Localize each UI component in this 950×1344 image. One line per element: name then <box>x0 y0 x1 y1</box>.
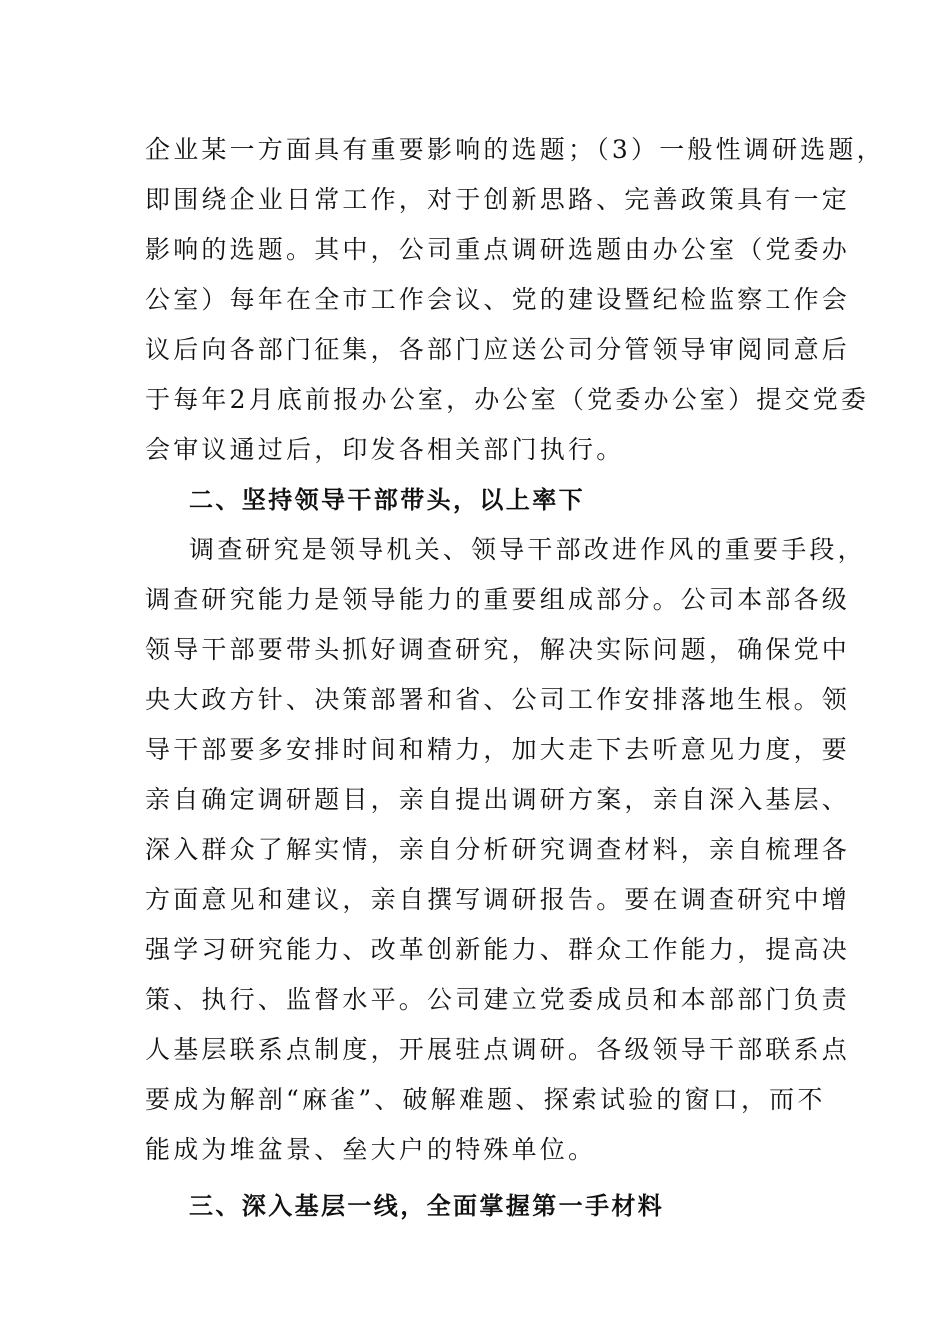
text-line: 策、执行、监督水平。公司建立党委成员和本部部门负责 <box>145 985 851 1014</box>
text-line: 领导干部要带头抓好调查研究，解决实际问题，确保党中 <box>145 635 851 664</box>
document-body <box>145 125 885 1231</box>
text-line: 人基层联系点制度，开展驻点调研。各级领导干部联系点 <box>145 1035 851 1064</box>
text-line: 议后向各部门征集，各部门应送公司分管领导审阅同意后 <box>145 335 851 364</box>
text-line: 即围绕企业日常工作，对于创新思路、完善政策具有一定 <box>145 185 851 214</box>
text-line: 方面意见和建议，亲自撰写调研报告。要在调查研究中增 <box>145 885 851 914</box>
text-line: 央大政方针、决策部署和省、公司工作安排落地生根。领 <box>145 685 851 714</box>
text-line: 于每年2月底前报办公室，办公室（党委办公室）提交党委 <box>145 385 870 414</box>
text-line: 强学习研究能力、改革创新能力、群众工作能力，提高决 <box>145 935 851 964</box>
text-line: 要成为解剖“麻雀”、破解难题、探索试验的窗口，而不 <box>145 1085 826 1114</box>
text-line: 会审议通过后，印发各相关部门执行。 <box>145 435 625 464</box>
paragraph-selection-topics <box>145 125 885 475</box>
text-line: 调查研究能力是领导能力的重要组成部分。公司本部各级 <box>145 585 851 614</box>
text-line: 深入群众了解实情，亲自分析研究调查材料，亲自梳理各 <box>145 835 851 864</box>
text-line: 导干部要多安排时间和精力，加大走下去听意见力度，要 <box>145 735 851 764</box>
text-line: 调查研究是领导机关、领导干部改进作风的重要手段， <box>189 535 866 564</box>
paragraph-leadership <box>145 525 866 1175</box>
text-line: 亲自确定调研题目，亲自提出调研方案，亲自深入基层、 <box>145 785 851 814</box>
text-line: 公室）每年在全市工作会议、党的建设暨纪检监察工作会 <box>145 285 851 314</box>
text-line: 影响的选题。其中，公司重点调研选题由办公室（党委办 <box>145 235 851 264</box>
section-heading-3: 三、深入基层一线，全面掌握第一手材料 <box>189 1192 665 1220</box>
section-heading-2: 二、坚持领导干部带头，以上率下 <box>189 486 585 514</box>
text-line: 能成为堆盆景、垒大户的特殊单位。 <box>145 1135 597 1164</box>
text-line: 企业某一方面具有重要影响的选题；（3）一般性调研选题， <box>145 135 885 164</box>
